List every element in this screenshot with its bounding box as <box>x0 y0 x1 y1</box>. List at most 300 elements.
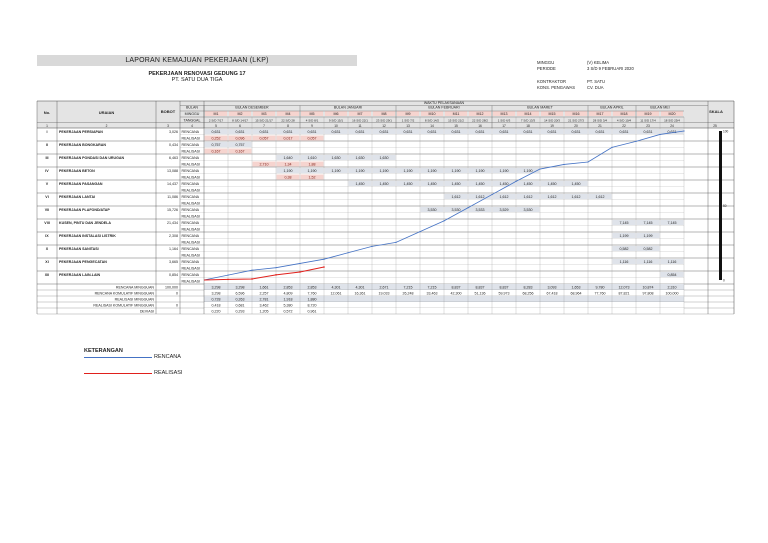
total-row-label: REALISASI KOMULATIF MINGGUAN <box>93 303 154 308</box>
row-realisasi-label: REALISASI <box>181 279 201 284</box>
week-header: M15 <box>548 112 556 116</box>
column-number: 18 <box>526 123 530 128</box>
row-realisasi-label: REALISASI <box>181 201 201 206</box>
legend-label-rencana: RENCANA <box>154 354 181 360</box>
week-header: M3 <box>261 112 267 116</box>
plan-value: 1,612 <box>571 195 581 199</box>
row-rencana-label: RENCANA <box>181 273 200 277</box>
series-point-rencana <box>611 147 612 148</box>
plan-value: 1,450 <box>547 182 557 186</box>
meta-key: KONS. PENGAWAS <box>537 85 576 90</box>
legend-line-rencana <box>84 357 152 358</box>
row-uraian: KUSEN, PINTU DAN JENDELA <box>59 221 111 225</box>
plan-value: 0,582 <box>643 247 653 251</box>
total-row-value: 7,215 <box>427 285 437 290</box>
tanggal-label: TANGGAL <box>183 118 201 123</box>
total-row-value: 10,874 <box>642 285 654 290</box>
plan-value: 1,612 <box>595 195 605 199</box>
row-realisasi-label: REALISASI <box>181 227 201 232</box>
date-header: 15 S/D 21/2 <box>448 118 464 123</box>
plan-value: 1,190 <box>331 169 341 173</box>
series-point-rencana <box>227 274 228 275</box>
row-rencana-label: RENCANA <box>181 234 200 238</box>
plan-value: 1,612 <box>523 195 533 199</box>
row-uraian: PEKERJAAN BETON <box>59 169 95 173</box>
actual-value: 0,252 <box>211 136 221 141</box>
total-row-value: 16,361 <box>354 291 366 296</box>
plan-value: 1,190 <box>307 169 317 173</box>
row-number: IV <box>45 169 49 173</box>
week-header: M18 <box>620 112 628 116</box>
column-number: 9 <box>311 123 313 128</box>
row-number: V <box>45 182 49 186</box>
bulan-label: BULAN <box>186 105 198 110</box>
row-bobot: 21,434 <box>167 221 178 225</box>
plan-value: 0,854 <box>667 273 677 277</box>
week-header: M10 <box>428 112 436 116</box>
total-row-value: 8,837 <box>475 285 485 290</box>
plan-value: 1,640 <box>283 156 293 160</box>
series-point-rencana <box>299 263 300 264</box>
row-rencana-label: RENCANA <box>181 182 200 186</box>
series-point-rencana <box>515 181 516 182</box>
row-bobot: 1,164 <box>169 247 178 251</box>
total-row-value: 0,681 <box>235 303 245 308</box>
plan-value: 1,630 <box>331 156 341 160</box>
row-bobot: 14,437 <box>167 182 178 186</box>
column-number: 19 <box>550 123 554 128</box>
series-point-realisasi <box>323 266 325 268</box>
date-header: 7 S/D 13/3 <box>520 118 536 123</box>
series-point-realisasi <box>275 274 277 276</box>
plan-value: 1,612 <box>547 195 557 199</box>
week-header: M14 <box>524 112 532 116</box>
plan-value: 0,631 <box>355 130 365 134</box>
total-row-value: 1,661 <box>259 285 269 290</box>
row-realisasi-label: REALISASI <box>181 175 201 180</box>
plan-value: 3,533 <box>475 208 485 212</box>
row-uraian: PEKERJAAN PASANGAN <box>59 182 103 186</box>
column-number: 4 <box>191 123 193 128</box>
column-number: 6 <box>239 123 241 128</box>
week-header: M11 <box>452 112 460 116</box>
total-row-value: 4,301 <box>355 285 365 290</box>
row-rencana-label: RENCANA <box>181 130 200 134</box>
scale-bar <box>719 131 722 280</box>
meta-value: 3 S/D 9 FEBRUARI 2020 <box>587 66 634 71</box>
scale-tick: 50 <box>723 204 727 208</box>
plan-value: 1,450 <box>379 182 389 186</box>
month-header: BULAN DESEMBER <box>235 105 269 110</box>
series-point-rencana <box>395 242 396 243</box>
total-row-value: 87,821 <box>618 291 630 296</box>
total-row-value: 0,293 <box>235 309 245 314</box>
row-uraian: PEKERJAAN LAIN-LAIN <box>59 273 101 277</box>
plan-value: 1,450 <box>355 182 365 186</box>
plan-value: 0,631 <box>451 130 461 134</box>
column-number: 13 <box>406 123 410 128</box>
plan-value: 1,190 <box>379 169 389 173</box>
plan-value: 1,450 <box>499 182 509 186</box>
meta-value: CV. DUA <box>587 85 604 90</box>
plan-value: 0,631 <box>523 130 533 134</box>
total-row-value: 0,263 <box>235 297 245 302</box>
actual-value: 0,167 <box>211 149 221 154</box>
plan-value: 1,612 <box>499 195 509 199</box>
total-row-value: 2,853 <box>283 285 293 290</box>
row-rencana-label: RENCANA <box>181 221 200 225</box>
time-span-header: WAKTU PELAKSANAAN <box>423 101 465 105</box>
total-row-value: 3,298 <box>211 291 221 296</box>
date-header: 4 S/D 10/4 <box>616 118 632 123</box>
col-uraian-header: URAIAN <box>98 110 115 115</box>
minggu-label: MINGGU <box>184 112 200 116</box>
row-number: I <box>46 130 48 134</box>
row-uraian: PEKERJAAN INSTALASI LISTRIK <box>59 234 116 238</box>
row-realisasi-label: REALISASI <box>181 266 201 271</box>
series-point-rencana <box>539 168 540 169</box>
row-uraian: PEKERJAAN PLAFOND/ATAP <box>59 208 110 212</box>
row-realisasi-label: REALISASI <box>181 214 201 219</box>
actual-value: 2,710 <box>259 162 269 167</box>
row-realisasi-label: REALISASI <box>181 240 201 245</box>
actual-value: 1,52 <box>308 175 316 180</box>
plan-value: 0,631 <box>403 130 413 134</box>
series-point-rencana <box>491 194 492 195</box>
total-row-value: 59,973 <box>498 291 510 296</box>
actual-value: 1,88 <box>308 162 316 167</box>
plan-value: 1,190 <box>523 169 533 173</box>
column-number: 1 <box>46 123 48 128</box>
plan-value: 1,199 <box>619 234 629 238</box>
row-rencana-label: RENCANA <box>181 260 200 264</box>
total-row-value: 67,418 <box>546 291 558 296</box>
row-uraian: PEKERJAAN LANTAI <box>59 195 96 199</box>
plan-value: 1,190 <box>451 169 461 173</box>
row-rencana-label: RENCANA <box>181 169 200 173</box>
date-header: 8 S/D 14/17 <box>232 118 248 123</box>
col-no-header: No. <box>43 110 51 115</box>
week-header: M19 <box>644 112 652 116</box>
total-row-value: 12,073 <box>618 285 630 290</box>
week-header: M13 <box>500 112 508 116</box>
plan-value: 0,757 <box>235 143 245 147</box>
row-bobot: 6,463 <box>169 156 178 160</box>
week-header: M12 <box>476 112 484 116</box>
column-number: 11 <box>358 123 362 128</box>
row-realisasi-label: REALISASI <box>181 253 201 258</box>
row-number: IX <box>45 234 49 238</box>
row-number: VI <box>45 195 49 199</box>
month-header: BULAN JANUARI <box>333 105 363 110</box>
plan-value: 0,631 <box>427 130 437 134</box>
total-row-value: 100,000 <box>665 291 679 296</box>
row-rencana-label: RENCANA <box>181 195 200 199</box>
total-row-value: 68,964 <box>570 291 582 296</box>
date-header: 28 S/D 3/4 <box>592 118 608 123</box>
row-uraian: PEKERJAAN SANITASI <box>59 247 99 251</box>
row-number: VIII <box>44 221 50 225</box>
plan-value: 0,757 <box>211 143 221 147</box>
date-header: 18 S/D 25/4 <box>664 118 680 123</box>
date-header: 21 S/D 27/3 <box>568 118 584 123</box>
series-point-realisasi <box>251 278 253 280</box>
total-row-value: 8,837 <box>451 285 461 290</box>
plan-value: 0,631 <box>547 130 557 134</box>
project-name: PEKERJAAN RENOVASI GEDUNG 17 <box>148 71 246 77</box>
total-row-value: 6,596 <box>235 291 245 296</box>
date-header: 15 S/D 21/17 <box>255 118 273 123</box>
total-row-value: 1,653 <box>571 285 581 290</box>
plan-value: 0,631 <box>211 130 221 134</box>
date-header: 9 S/D 15/1 <box>328 118 344 123</box>
total-row-value: 97,808 <box>642 291 654 296</box>
total-row-value: 5,380 <box>283 303 293 308</box>
week-header: M2 <box>237 112 243 116</box>
total-row-value: 3,093 <box>547 285 557 290</box>
row-realisasi-label: REALISASI <box>181 149 201 154</box>
plan-value: 0,631 <box>331 130 341 134</box>
total-row-value: 1,918 <box>283 297 293 302</box>
row-bobot: 11,086 <box>167 195 178 199</box>
column-number: 25 <box>713 123 717 128</box>
row-bobot: 3,026 <box>169 130 178 134</box>
plan-value: 3,530 <box>451 208 461 212</box>
row-bobot: 0,434 <box>169 143 178 147</box>
column-number: 24 <box>670 123 674 128</box>
week-header: M7 <box>357 112 363 116</box>
column-number: 10 <box>334 123 338 128</box>
column-number: 21 <box>598 123 602 128</box>
series-point-realisasi <box>227 279 229 281</box>
column-number: 23 <box>646 123 650 128</box>
row-realisasi-label: REALISASI <box>181 136 201 141</box>
plan-value: 1,450 <box>451 182 461 186</box>
total-row-value: 12,061 <box>330 291 342 296</box>
row-bobot: 0,854 <box>169 273 178 277</box>
total-row-value: 8,720 <box>307 303 317 308</box>
total-row-value: 0,572 <box>283 309 293 314</box>
plan-value: 0,631 <box>259 130 269 134</box>
legend-line-realisasi <box>84 373 152 374</box>
plan-value: 1,612 <box>451 195 461 199</box>
total-row-value: 42,300 <box>450 291 462 296</box>
date-header: 23 S/D 29/1 <box>376 118 392 123</box>
total-row-value: 2,257 <box>259 291 269 296</box>
row-uraian: PEKERJAAN PERSIAPAN <box>59 130 103 134</box>
meta-value: PT. SATU <box>587 79 606 84</box>
plan-value: 1,612 <box>475 195 485 199</box>
month-header: BULAN MARET <box>527 105 553 110</box>
row-bobot: 15,726 <box>167 208 178 212</box>
plan-value: 0,631 <box>307 130 317 134</box>
column-number: 16 <box>478 123 482 128</box>
series-point-rencana <box>347 252 348 253</box>
total-row-value: 33,463 <box>426 291 438 296</box>
total-row-value: 3,298 <box>211 285 221 290</box>
plan-value: 3,530 <box>523 208 533 212</box>
plan-value: 7,145 <box>643 221 653 225</box>
plan-value: 1,199 <box>643 234 653 238</box>
week-header: M4 <box>285 112 291 116</box>
date-header: 4 S/D 8/1 <box>305 118 319 123</box>
month-header: BULAN MEI <box>650 105 670 110</box>
meta-key: KONTRAKTOR <box>537 79 567 84</box>
column-number: 2 <box>105 123 108 128</box>
week-header: M9 <box>405 112 411 116</box>
column-number: 5 <box>215 123 217 128</box>
plan-value: 1,190 <box>475 169 485 173</box>
row-bobot: 2,308 <box>169 234 178 238</box>
plan-value: 7,145 <box>619 221 629 225</box>
row-uraian: PEKERJAAN PENGECATAN <box>59 260 107 264</box>
col-skala-header: SKALA <box>709 109 723 114</box>
row-rencana-label: RENCANA <box>181 156 200 160</box>
row-number: X <box>45 247 49 251</box>
plan-value: 0,631 <box>283 130 293 134</box>
actual-value: 0,38 <box>284 175 292 180</box>
series-point-realisasi <box>299 271 301 273</box>
column-number: 17 <box>502 123 506 128</box>
column-number: 15 <box>454 123 458 128</box>
total-row-value: 77,760 <box>594 291 606 296</box>
meta-key: PERIODE <box>537 66 556 71</box>
total-row-value: 2,310 <box>667 285 677 290</box>
series-point-rencana <box>443 220 444 221</box>
scale-tick: 100 <box>723 129 729 134</box>
total-row-value: 0,418 <box>211 303 221 308</box>
actual-value: 0,096 <box>235 136 245 141</box>
column-number: 22 <box>622 123 626 128</box>
legend-title: KETERANGAN <box>84 348 123 354</box>
total-row-bobot: 0 <box>176 303 178 308</box>
date-header: 16 S/D 22/1 <box>352 118 368 123</box>
plan-value: 0,631 <box>475 130 485 134</box>
plan-value: 1,190 <box>403 169 413 173</box>
plan-value: 3,529 <box>499 208 509 212</box>
total-row-value: 51,136 <box>474 291 486 296</box>
total-row-bobot: 100,000 <box>165 285 178 290</box>
series-point-rencana <box>251 270 252 271</box>
total-row-value: 4,301 <box>331 285 341 290</box>
total-row-label: RENCANA KOMULATIF MINGGUAN <box>94 291 154 296</box>
total-row-value: 9,780 <box>595 285 605 290</box>
actual-value: 0,057 <box>307 136 317 141</box>
series-point-rencana <box>635 141 636 142</box>
row-number: VII <box>44 208 50 212</box>
plan-value: 1,190 <box>283 169 293 173</box>
total-row-value: 7,760 <box>307 291 317 296</box>
total-row-value: 2,853 <box>307 285 317 290</box>
total-row-value: 2,671 <box>379 285 389 290</box>
actual-value: 0,167 <box>235 149 245 154</box>
date-header: 2 S/D 7/17 <box>208 118 224 123</box>
total-row-value: 0,220 <box>211 309 221 314</box>
total-row-value: 7,215 <box>403 285 413 290</box>
row-number: II <box>46 143 48 147</box>
date-header: 22 S/D 28/2 <box>472 118 488 123</box>
plan-value: 0,631 <box>499 130 509 134</box>
plan-value: 0,631 <box>235 130 245 134</box>
scale-tick: 0 <box>723 278 725 283</box>
total-row-value: 2,781 <box>259 297 269 302</box>
total-row-value: 4,809 <box>283 291 293 296</box>
month-header: BULAN FEBRUARI <box>428 105 460 110</box>
plan-value: 1,190 <box>499 169 509 173</box>
total-row-label: REALISASI MINGGUAN <box>114 297 154 302</box>
row-realisasi-label: REALISASI <box>181 162 201 167</box>
date-header: 8 S/D 14/2 <box>424 118 440 123</box>
total-row-value: 19,033 <box>378 291 390 296</box>
date-header: 22 S/D 28 <box>281 118 295 123</box>
plan-value: 7,145 <box>667 221 677 225</box>
column-number: 14 <box>430 123 434 128</box>
plan-value: 0,582 <box>619 247 629 251</box>
series-point-rencana <box>371 246 372 247</box>
week-header: M8 <box>381 112 387 116</box>
plan-value: 1,610 <box>307 156 317 160</box>
total-row-value: 0,728 <box>211 297 221 302</box>
series-point-rencana <box>419 231 420 232</box>
date-header: 1 S/D 7/2 <box>401 118 415 123</box>
series-point-rencana <box>563 164 564 165</box>
row-number: XI <box>45 260 49 264</box>
total-row-value: 1,205 <box>259 309 269 314</box>
plan-value: 0,631 <box>571 130 581 134</box>
plan-value: 1,450 <box>571 182 581 186</box>
actual-value: 0,057 <box>259 136 269 141</box>
week-header: M20 <box>668 112 676 116</box>
meta-value: (V) KELIMA <box>587 60 610 65</box>
plan-value: 1,450 <box>523 182 533 186</box>
series-point-rencana <box>659 134 660 135</box>
plan-value: 1,630 <box>379 156 389 160</box>
row-bobot: 3,665 <box>169 260 178 264</box>
total-row-value: 3,298 <box>235 285 245 290</box>
plan-value: 1,116 <box>667 260 677 264</box>
total-row-value: 8,837 <box>499 285 509 290</box>
actual-value: 1,34 <box>284 162 292 167</box>
plan-value: 0,631 <box>667 130 677 134</box>
series-point-rencana <box>683 130 684 131</box>
column-number: 8 <box>287 123 289 128</box>
total-row-value: 3,462 <box>259 303 269 308</box>
row-number: XII <box>44 273 50 277</box>
series-point-rencana <box>275 267 276 268</box>
plan-value: 0,631 <box>619 130 629 134</box>
plan-value: 1,190 <box>355 169 365 173</box>
total-row-value: 8,283 <box>523 285 533 290</box>
plan-value: 0,631 <box>379 130 389 134</box>
date-header: 11 S/D 17/4 <box>640 118 656 123</box>
week-header: M1 <box>213 112 219 116</box>
total-row-label: DEVIASI <box>139 309 154 314</box>
row-rencana-label: RENCANA <box>181 247 200 251</box>
row-number: III <box>45 156 49 160</box>
row-realisasi-label: REALISASI <box>181 188 201 193</box>
plan-value: 1,116 <box>643 260 653 264</box>
week-header: M6 <box>333 112 339 116</box>
total-row-bobot: 0 <box>176 291 178 296</box>
row-rencana-label: RENCANA <box>181 208 200 212</box>
row-uraian: PEKERJAAN BONGKARAN <box>59 143 106 147</box>
plan-value: 1,630 <box>355 156 365 160</box>
column-number: 12 <box>382 123 386 128</box>
owner-name: PT. SATU DUA TIGA <box>171 77 223 83</box>
week-header: M17 <box>596 112 604 116</box>
plan-value: 0,631 <box>595 130 605 134</box>
plan-value: 3,530 <box>427 208 437 212</box>
